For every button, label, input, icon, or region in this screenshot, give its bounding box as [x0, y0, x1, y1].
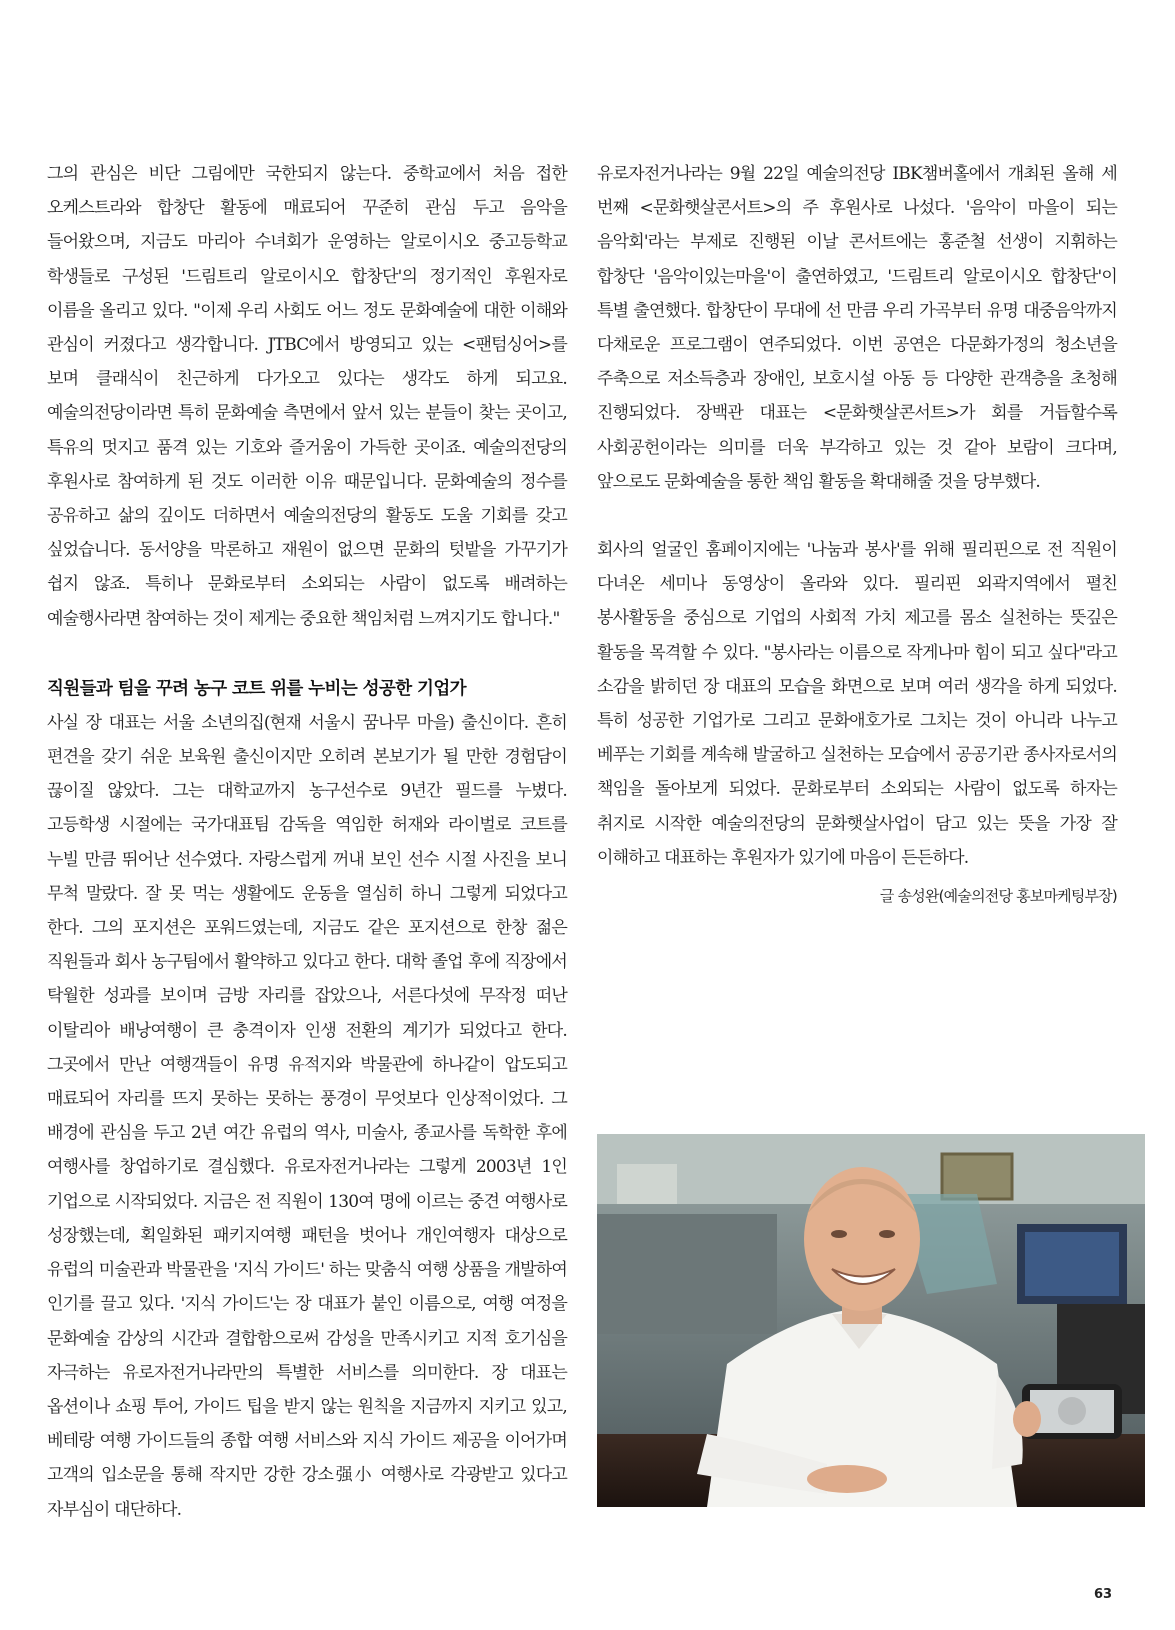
- left-column: [47, 157, 567, 1527]
- author-byline: 글 송성완(예술의전당 홍보마케팅부장): [879, 887, 1117, 906]
- paragraph-spacer: [597, 499, 1117, 533]
- photo-illustration: [597, 1134, 1145, 1507]
- page-number: 63: [1094, 1587, 1113, 1602]
- article-paragraph: 사실 장 대표는 서울 소년의집(현재 서울시 꿈나무 마을) 출신이다. 흔히 편견을 갖기 쉬운 보육원 출신이지만 오히려 본보기가 될 만한 경험담이 끊이질 않았다. 그는 대학교까지 농구선수로 9년간 필드를 누볐다. 고등학생 시절에는 국가대표팀 감독을 역임한 허재와 라이벌로 코트를 누빌 만큼 뛰어난 선수였다. 자랑스럽게 꺼내 보인 선수 시절 사진을 보니 무척 말랐다. 잘 못 먹는 생활에도 운동을 열심히 하니 그렇게 되었다고 한다. 그의 포지션은 포워드였는데, 지금도 같은 포지션으로 한창 젊은 직원들과 회사 농구팀에서 활약하고 있다고 한다. 대학 졸업 후에 직장에서 탁월한 성과를 보이며 금방 자리를 잡았으나, 서른다섯에 무작정 떠난 이탈리아 배낭여행이 큰 충격이자 인생 전환의 계기가 되었다고 한다. 그곳에서 만난 여행객들이 유명 유적지와 박물관에 하나같이 압도되고 매료되어 자리를 뜨지 못하는 못하는 풍경이 무엇보다 인상적이었다. 그 배경에 관심을 두고 2년 여간 유럽의 역사, 미술사, 종교사를 독학한 후에 여행사를 창업하기로 결심했다. 유로자전거나라는 그렇게 2003년 1인 기업으로 시작되었다. 지금은 전 직원이 130여 명에 이르는 중견 여행사로 성장했는데, 획일화된 패키지여행 패턴을 벗어나 개인여행자 대상으로 유럽의 미술관과 박물관을 '지식 가이드' 하는 맞춤식 여행 상품을 개발하여 인기를 끌고 있다. '지식 가이드'는 장 대표가 붙인 이름으로, 여행 여정을 문화예술 감상의 시간과 결합함으로써 감성을 만족시키고 지적 호기심을 자극하는 유로자전거나라만의 특별한 서비스를 의미한다. 장 대표는 옵션이나 쇼핑 투어, 가이드 팁을 받지 않는 원칙을 지금까지 지키고 있고, 베테랑 여행 가이드들의 종합 여행 서비스와 지식 가이드 제공을 이어가며 고객의 입소문을 통해 작지만 강한 강소强小 여행사로 각광받고 있다고 자부심이 대단하다.: [47, 712, 567, 1520]
- portrait-photo: [597, 1134, 1145, 1507]
- article-paragraph: 유로자전거나라는 9월 22일 예술의전당 IBK챔버홀에서 개최된 올해 세 번째 <문화햇살콘서트>의 주 후원사로 나섰다. '음악이 마을이 되는 음악회'라는 부제로 진행된 이날 콘서트에는 홍준철 선생이 지휘하는 합창단 '음악이있는마을'이 출연하였고, '드림트리 알로이시오 합창단'이 특별 출연했다. 합창단이 무대에 선 만큼 우리 가곡부터 유명 대중음악까지 다채로운 프로그램이 연주되었다. 이번 공연은 다문화가정의 청소년을 주축으로 저소득층과 장애인, 보호시설 아동 등 다양한 관객층을 초청해 진행되었다. 장백관 대표는 <문화햇살콘서트>가 회를 거듭할수록 사회공헌이라는 의미를 더욱 부각하고 있는 것 같아 보람이 크다며, 앞으로도 문화예술을 통한 책임 활동을 확대해줄 것을 당부했다.: [597, 164, 1117, 492]
- article-paragraph: 그의 관심은 비단 그림에만 국한되지 않는다. 중학교에서 처음 접한 오케스트라와 합창단 활동에 매료되어 꾸준히 관심 두고 음악을 들어왔으며, 지금도 마리아 수녀회가 운영하는 알로이시오 중고등학교 학생들로 구성된 '드림트리 알로이시오 합창단'의 정기적인 후원자로 이름을 올리고 있다. "이제 우리 사회도 어느 정도 문화예술에 대한 이해와 관심이 커졌다고 생각합니다. JTBC에서 방영되고 있는 <팬텀싱어>를 보며 클래식이 친근하게 다가오고 있다는 생각도 하게 되고요. 예술의전당이라면 특히 문화예술 측면에서 앞서 있는 분들이 찾는 곳이고, 특유의 멋지고 품격 있는 기호와 즐거움이 가득한 곳이죠. 예술의전당의 후원사로 참여하게 된 것도 이러한 이유 때문입니다. 문화예술의 정수를 공유하고 삶의 깊이도 더하면서 예술의전당의 활동도 도울 기회를 갖고 싶었습니다. 동서양을 막론하고 재원이 없으면 문화의 텃밭을 가꾸기가 쉽지 않죠. 특히나 문화로부터 소외되는 사람이 없도록 배려하는 예술행사라면 참여하는 것이 제게는 중요한 책임처럼 느껴지기도 합니다.": [47, 164, 567, 629]
- article-paragraph: 회사의 얼굴인 홈페이지에는 '나눔과 봉사'를 위해 필리핀으로 전 직원이 다녀온 세미나 동영상이 올라와 있다. 필리핀 외곽지역에서 펼친 봉사활동을 중심으로 기업의 사회적 가치 제고를 몸소 실천하는 뜻깊은 활동을 목격할 수 있다. "봉사라는 이름으로 작게나마 힘이 되고 싶다"라고 소감을 밝히던 장 대표의 모습을 화면으로 보며 여러 생각을 하게 되었다. 특히 성공한 기업가로 그리고 문화애호가로 그치는 것이 아니라 나누고 베푸는 기회를 계속해 발굴하고 실천하는 모습에서 공공기관 종사자로서의 책임을 돌아보게 되었다. 문화로부터 소외되는 사람이 없도록 하자는 취지로 시작한 예술의전당의 문화햇살사업이 담고 있는 뜻을 가장 잘 이해하고 대표하는 후원자가 있기에 마음이 든든하다.: [597, 540, 1117, 868]
- section-heading: 직원들과 팀을 꾸려 농구 코트 위를 누비는 성공한 기업가: [47, 678, 466, 699]
- right-column: [597, 157, 1117, 906]
